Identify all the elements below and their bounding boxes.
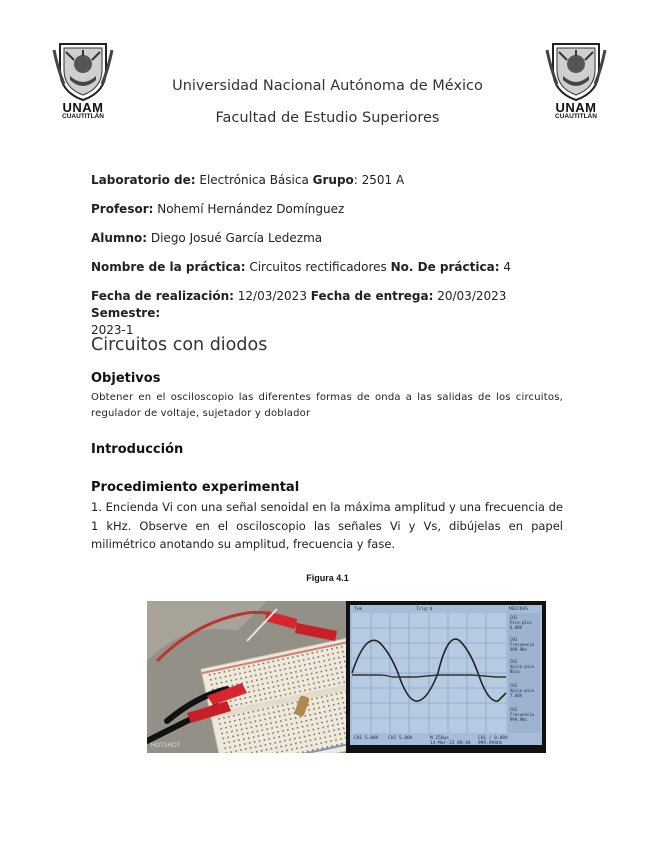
scope-ch2-scale: CH2 5.00V xyxy=(388,736,413,741)
scope-side-label: Pico-pico xyxy=(510,620,532,625)
dates-line xyxy=(91,288,566,339)
scope-timebase: M 250µs xyxy=(430,736,449,741)
procedure-heading: Procedimiento experimental xyxy=(91,480,300,495)
date-label: Fecha de realización: xyxy=(91,289,234,303)
student-value: Diego Josué García Ledezma xyxy=(147,231,323,245)
unam-subtitle: CUAUTITLÁN xyxy=(555,113,597,120)
scope-side-label: CH2 xyxy=(510,683,518,688)
scope-side-label: 7.60V xyxy=(510,693,523,698)
date-value: 12/03/2023 xyxy=(233,289,311,303)
scope-side-label: 999.9Hz xyxy=(510,717,527,722)
scope-side-label: CH2 xyxy=(510,707,518,712)
practice-name-label: Nombre de la práctica: xyxy=(91,260,246,274)
scope-side-label: CH1 xyxy=(510,615,518,620)
lab-value: Electrónica Básica xyxy=(195,173,313,187)
practice-number-value: 4 xyxy=(499,260,511,274)
procedure-text: 1. Encienda Vi con una señal senoidal en la máxima amplitud y una frecuencia de 1 kHz. Observe en el osciloscopio las señales Vi y Vs, dibújelas en papel milimétrico anotando su amplitud, frecuencia y fase. xyxy=(91,500,563,551)
svg-text:HOTSHOT: HOTSHOT xyxy=(151,743,181,749)
unam-title: UNAM xyxy=(555,100,597,115)
scope-side-label: Vpico-pico xyxy=(510,664,535,669)
delivery-value: 20/03/2023 xyxy=(433,289,507,303)
scope-side-label: 999.9Hz xyxy=(510,647,527,652)
oscilloscope-photo xyxy=(346,601,546,753)
figure-caption: Figura 4.1 xyxy=(306,573,349,583)
scope-menu-title: MEDIDAS xyxy=(509,607,528,612)
scope-side-label: Vpico-pico xyxy=(510,688,535,693)
objectives-text: Obtener en el osciloscopio las diferentes formas de onda a las salidas de los circuitos, regulador de voltaje, sujetador y doblador xyxy=(91,392,563,419)
practice-line xyxy=(91,260,566,274)
section-title: Circuitos con diodos xyxy=(91,335,268,355)
practice-number-label: No. De práctica: xyxy=(390,260,500,274)
scope-ch1-scale: CH1 5.00V xyxy=(354,736,379,741)
scope-frequency: 999.994Hz xyxy=(478,741,503,746)
introduction-heading: Introducción xyxy=(91,442,184,457)
unam-subtitle: CUAUTITLÁN xyxy=(62,113,104,120)
group-value: : 2501 A xyxy=(353,173,405,187)
student-label: Alumno: xyxy=(91,231,148,245)
unam-title: UNAM xyxy=(62,100,104,115)
objectives-heading: Objetivos xyxy=(91,371,161,386)
scope-side-label: Frecuencia xyxy=(510,642,535,647)
scope-side-label: CH2 xyxy=(510,659,518,664)
university-name: Universidad Nacional Autónoma de México xyxy=(172,78,483,94)
scope-date: 14-Mar-23 09:44 xyxy=(430,741,471,746)
lab-line xyxy=(91,173,566,187)
group-label: Grupo xyxy=(312,173,354,187)
professor-label: Profesor: xyxy=(91,202,154,216)
practice-name-value: Circuitos rectificadores xyxy=(245,260,391,274)
delivery-label: Fecha de entrega: xyxy=(310,289,434,303)
scope-trigger-level: CH1 / 0.00V xyxy=(478,736,508,741)
student-line xyxy=(91,231,566,245)
scope-side-label: CH1 xyxy=(510,637,518,642)
semester-value: 2023-1 xyxy=(91,323,134,337)
scope-side-label: 6.80V xyxy=(510,625,523,630)
breadboard-photo xyxy=(147,601,347,753)
professor-value: Nohemí Hernández Domínguez xyxy=(153,202,345,216)
faculty-name: Facultad de Estudio Superiores xyxy=(215,110,440,126)
scope-brand: Tek xyxy=(354,607,363,612)
lab-label: Laboratorio de: xyxy=(91,173,196,187)
semester-label: Semestre: xyxy=(91,306,161,320)
scope-trigger-status: Trig'd xyxy=(416,607,433,612)
scope-side-label: Nulo xyxy=(510,669,520,674)
professor-line xyxy=(91,202,566,216)
scope-side-label: Frecuencia xyxy=(510,712,535,717)
